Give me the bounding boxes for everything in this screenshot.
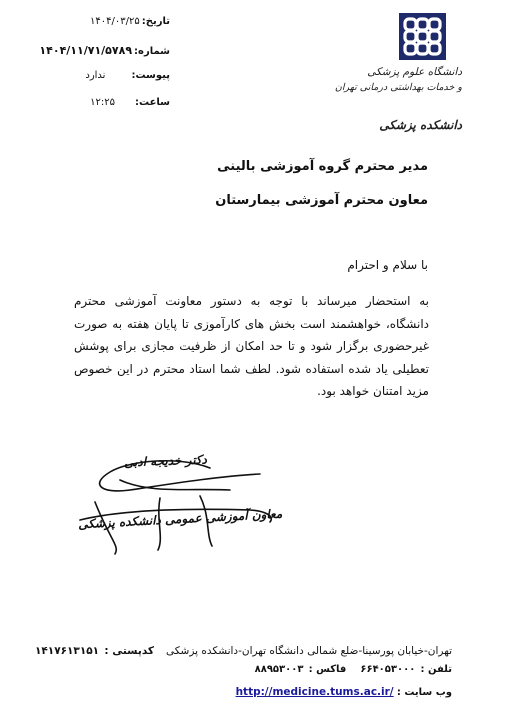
fax-label: فاکس : — [308, 664, 347, 675]
university-logo — [399, 13, 446, 60]
number-value: ۱۴۰۴/۱۱/۷۱/۵۷۸۹ — [39, 44, 133, 57]
number-label: شماره: — [134, 46, 170, 57]
signature-title: معاون آموزشی عمومی دانشکده پزشکی — [77, 506, 283, 532]
attachment-row — [10, 70, 170, 81]
university-name-line-2: و خدمات بهداشتی درمانی تهران — [334, 82, 462, 93]
phone-value: ۶۶۴۰۵۳۰۰۰ — [360, 664, 416, 675]
university-name-line-1: دانشگاه علوم پزشکی — [367, 66, 462, 78]
greeting: با سلام و احترام — [347, 258, 428, 272]
recipient-line-2: معاون محترم آموزشی بیمارستان — [215, 193, 428, 208]
letter-body: به استحضار میرساند با توجه به دستور معاونت آموزشی محترم دانشگاه، خواهشمند است بخش های کارآموزی تا پایان هفته به صورت غیرحضوری برگزار شود و تا حد امکان از ظرفیت مجازی برای پوشش تعطیلی یاد شده استفاده شود. لطف شما استاد محترم در این خصوص مزید امتنان خواهد بود. — [74, 294, 429, 398]
phone-label: تلفن : — [420, 664, 452, 675]
logo-emblem-icon — [399, 13, 446, 60]
attachment-label: پیوست: — [131, 70, 170, 81]
website-link[interactable]: http://medicine.tums.ac.ir/ — [235, 686, 394, 698]
footer-address: تهران-خیابان پورسینا-ضلع شمالی دانشگاه تهران-دانشکده پزشکی — [165, 645, 452, 657]
recipient-line-1: مدیر محترم گروه آموزشی بالینی — [217, 159, 428, 174]
time-value: ۱۲:۲۵ — [90, 97, 115, 108]
footer-website-row — [236, 686, 452, 698]
date-value: ۱۴۰۴/۰۳/۲۵ — [90, 16, 140, 27]
number-row — [10, 44, 170, 57]
signature-name: دکتر خدیجه ادبی — [123, 452, 208, 470]
postal-label: کدپستی : — [104, 645, 154, 657]
time-label: ساعت: — [134, 97, 170, 108]
attachment-value: ندارد — [85, 70, 106, 81]
date-label: تاریخ: — [141, 16, 170, 27]
date-row — [10, 16, 170, 27]
footer-contact-row — [253, 664, 452, 675]
time-row — [10, 97, 170, 108]
footer-address-row — [33, 645, 452, 657]
faculty-name: دانشکده پزشکی — [379, 118, 462, 132]
postal-value: ۱۴۱۷۶۱۳۱۵۱ — [34, 645, 100, 657]
fax-value: ۸۸۹۵۳۰۰۳ — [254, 664, 304, 675]
website-label: وب سایت : — [396, 687, 452, 698]
